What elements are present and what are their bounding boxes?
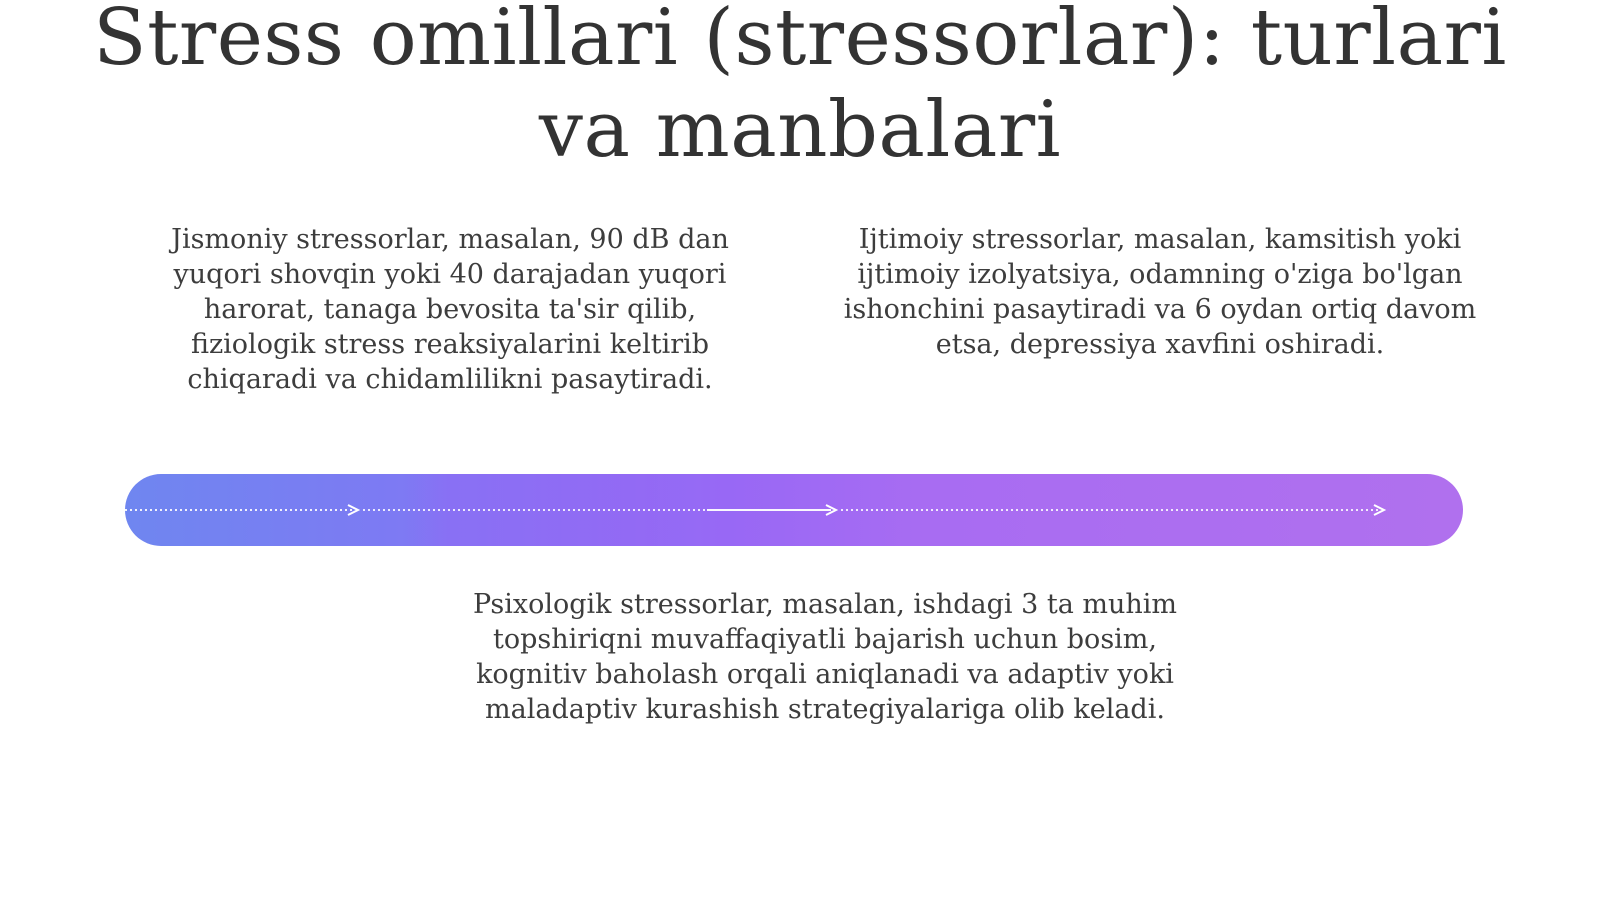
timeline-bar	[125, 474, 1463, 546]
timeline-arrows	[125, 474, 1463, 546]
social-stressors-text: Ijtimoiy stressorlar, masalan, kamsitish yoki ijtimoiy izolyatsiya, odamning o'ziga bo'lgan ishonchini pasaytiradi va 6 oydan ortiq davom etsa, depressiya xavfini oshiradi.	[843, 224, 1477, 360]
page-title: Stress omillari (stressorlar): turlari va manbalari	[93, 0, 1507, 175]
psychological-stressors-text: Psixologik stressorlar, masalan, ishdagi 3 ta muhim topshiriqni muvaffaqiyatli bajarish uchun bosim, kognitiv baholash orqali aniqlanadi va adaptiv yoki maladaptiv kurashish strategiyalariga olib keladi.	[472, 589, 1178, 725]
physical-stressors-text: Jismoniy stressorlar, masalan, 90 dB dan yuqori shovqin yoki 40 darajadan yuqori harorat, tanaga bevosita ta'sir qilib, fiziologik stress reaksiyalarini keltirib chiqaradi va chidamlilikni pasaytiradi.	[171, 224, 729, 395]
